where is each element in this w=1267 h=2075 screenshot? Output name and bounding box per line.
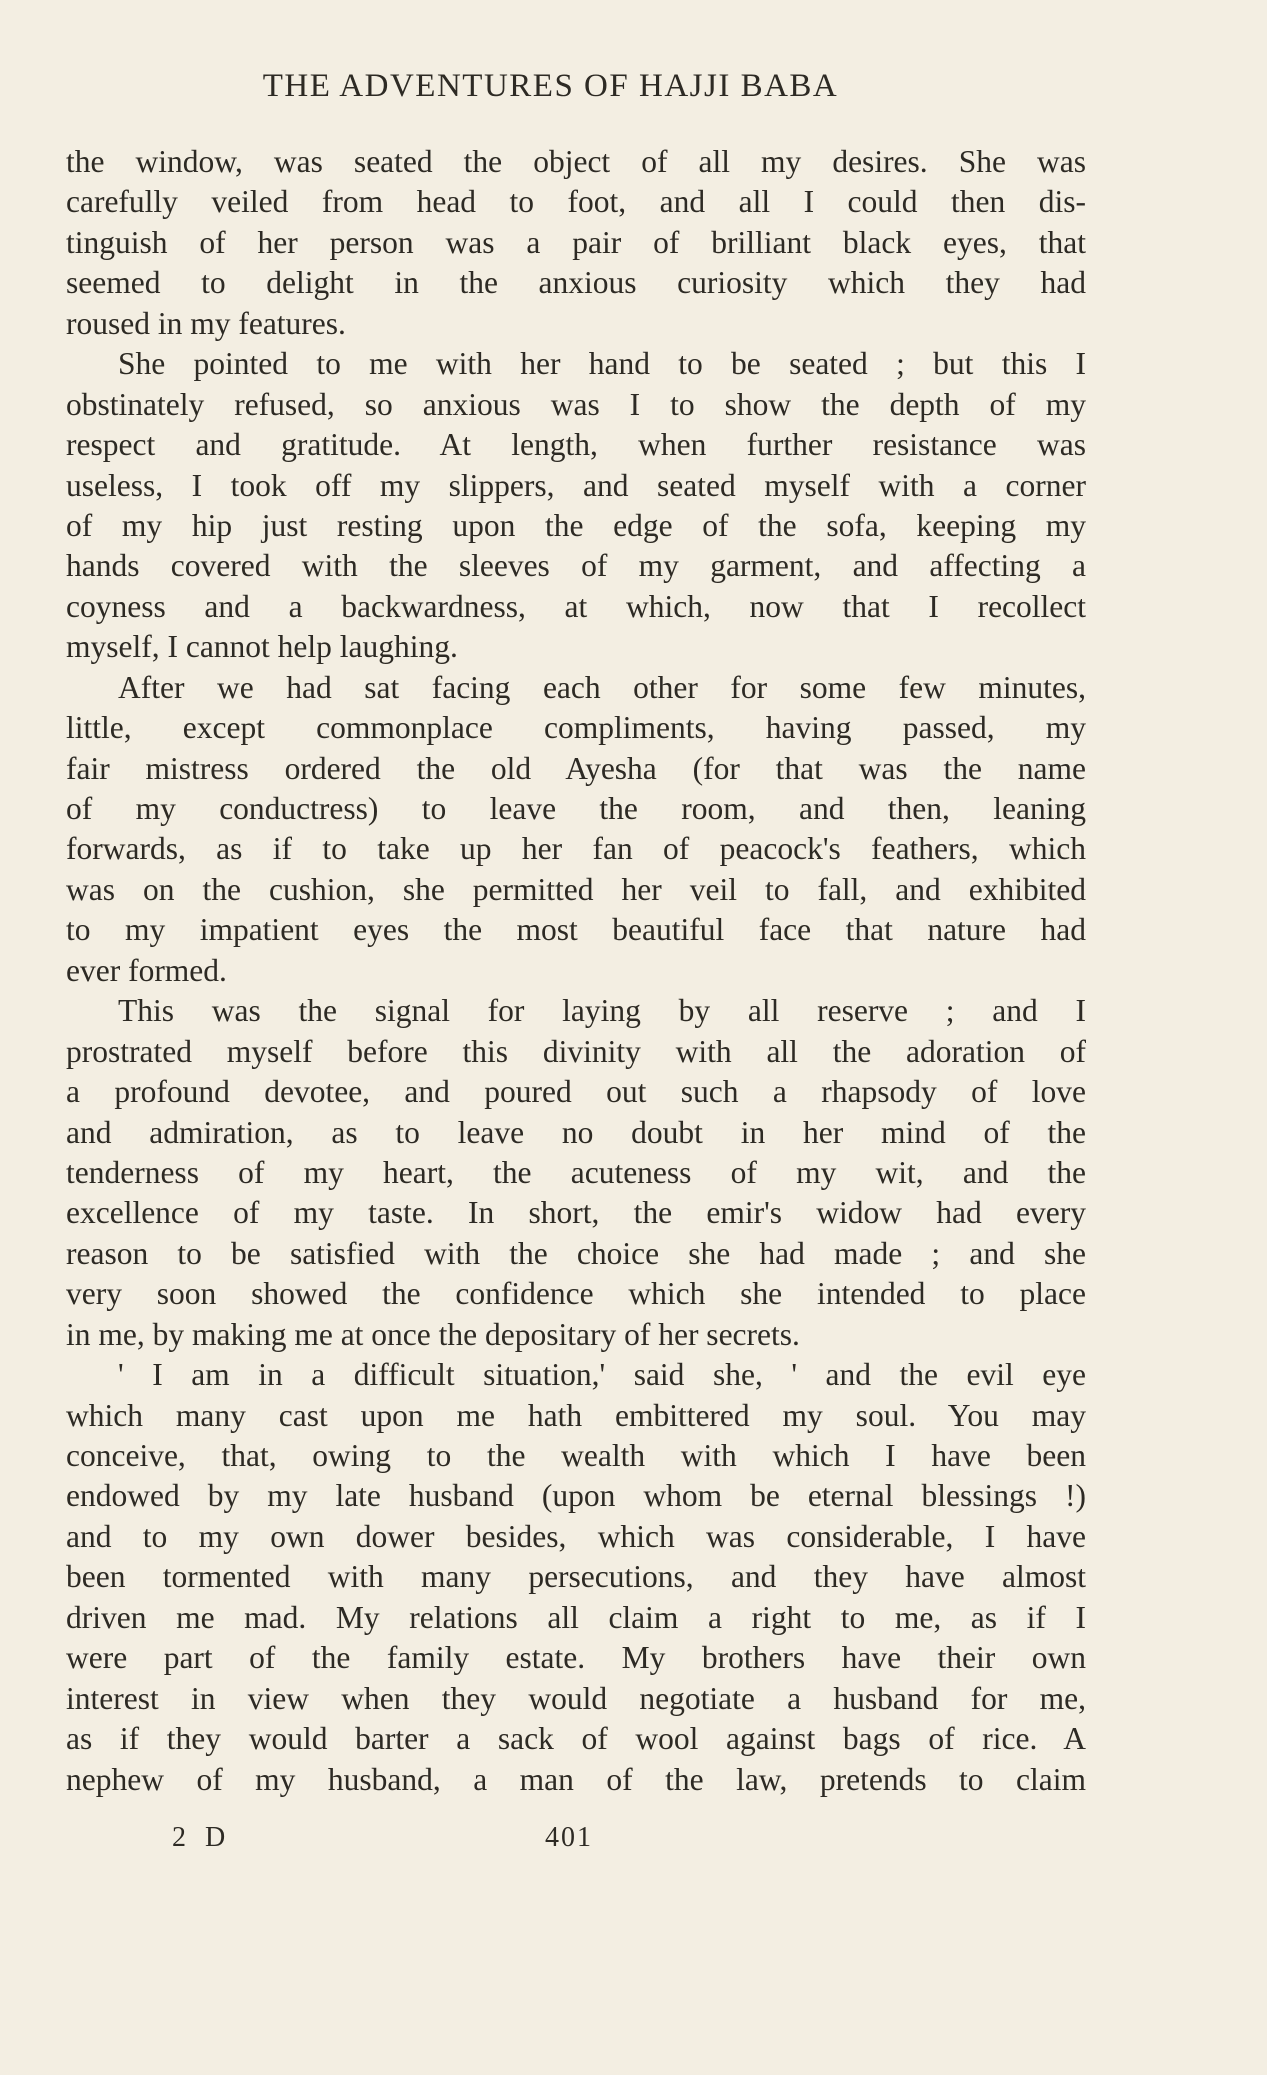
text-line: reason to be satisfied with the choice she had made ; and she [66, 1235, 1086, 1271]
text-line: was on the cushion, she permitted her veil to fall, and exhibited [66, 871, 1086, 907]
text-line: to my impatient eyes the most beautiful face that nature had [66, 912, 1086, 948]
text-line: interest in view when they would negotiate a husband for me, [66, 1680, 1086, 1716]
text-line: and to my own dower besides, which was considerable, I have [66, 1518, 1086, 1554]
text-line: were part of the family estate. My brothers have their own [66, 1640, 1086, 1676]
text-line: nephew of my husband, a man of the law, pretends to claim [66, 1761, 1086, 1797]
text-line: and admiration, as to leave no doubt in her mind of the [66, 1114, 1086, 1150]
text-line: in me, by making me at once the depositary of her secrets. [66, 1316, 800, 1352]
text-line: After we had sat facing each other for some few minutes, [118, 669, 1086, 705]
body-text [66, 142, 1086, 1800]
text-line: obstinately refused, so anxious was I to show the depth of my [66, 386, 1086, 422]
text-line: ' I am in a difficult situation,' said she, ' and the evil eye [118, 1357, 1086, 1393]
text-line: She pointed to me with her hand to be seated ; but this I [118, 346, 1086, 382]
text-line: a profound devotee, and poured out such a rhapsody of love [66, 1074, 1086, 1110]
text-line: prostrated myself before this divinity with all the adoration of [66, 1033, 1086, 1069]
text-line: fair mistress ordered the old Ayesha (for that was the name [66, 750, 1086, 786]
text-line: little, except commonplace compliments, having passed, my [66, 710, 1086, 746]
text-line: which many cast upon me hath embittered my soul. You may [66, 1397, 1086, 1433]
text-line: been tormented with many persecutions, and they have almost [66, 1559, 1086, 1595]
text-line: useless, I took off my slippers, and seated myself with a corner [66, 467, 1086, 503]
text-line: respect and gratitude. At length, when further resistance was [66, 427, 1086, 463]
running-head: THE ADVENTURES OF HAJJI BABA [262, 68, 839, 104]
text-line: roused in my features. [66, 305, 346, 341]
text-line: tenderness of my heart, the acuteness of my wit, and the [66, 1154, 1086, 1190]
text-line: This was the signal for laying by all reserve ; and I [118, 993, 1086, 1029]
text-line: of my conductress) to leave the room, and then, leaning [66, 791, 1086, 826]
text-line: seemed to delight in the anxious curiosity which they had [66, 265, 1086, 301]
text-line: as if they would barter a sack of wool against bags of rice. A [66, 1721, 1086, 1757]
text-line: very soon showed the confidence which she intended to place [66, 1276, 1086, 1312]
signature-mark: 2 D [172, 1822, 232, 1853]
text-line: the window, was seated the object of all my desires. She was [66, 144, 1086, 179]
text-line: endowed by my late husband (upon whom be eternal blessings !) [66, 1478, 1086, 1514]
text-line: excellence of my taste. In short, the emir's widow had every [66, 1195, 1086, 1231]
text-line: coyness and a backwardness, at which, now that I recollect [66, 588, 1086, 624]
text-line: conceive, that, owing to the wealth with which I have been [66, 1438, 1086, 1473]
page-number: 401 [545, 1822, 593, 1853]
text-line: myself, I cannot help laughing. [66, 629, 458, 665]
text-line: hands covered with the sleeves of my garment, and affecting a [66, 548, 1086, 584]
text-line: of my hip just resting upon the edge of the sofa, keeping my [66, 507, 1086, 543]
text-line: tinguish of her person was a pair of brilliant black eyes, that [66, 224, 1086, 260]
page-footer [0, 1822, 1267, 1862]
text-line: carefully veiled from head to foot, and all I could then dis- [66, 184, 1086, 220]
text-line: forwards, as if to take up her fan of peacock's feathers, which [66, 831, 1086, 867]
text-line: driven me mad. My relations all claim a right to me, as if I [66, 1599, 1086, 1635]
text-line: ever formed. [66, 952, 227, 988]
